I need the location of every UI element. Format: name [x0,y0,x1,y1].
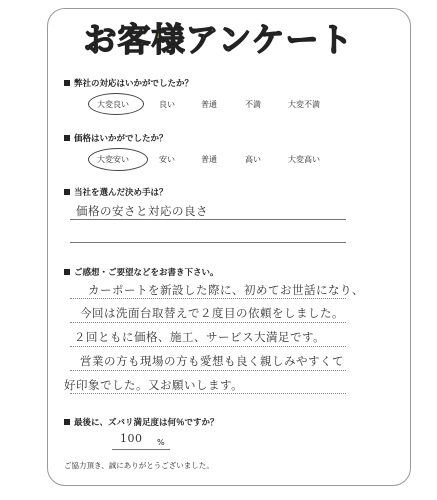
bullet-square-icon [64,135,70,141]
footer-thanks: ご協力頂き、誠にありがとうございました。 [64,461,214,470]
q2-option-4: 高い [245,155,261,164]
question-5-label: 最後に、ズバリ満足度は何％ですか？ [74,418,219,428]
question-4-label: ご感想・ご要望などをお書き下さい。 [74,268,219,278]
q3-answer: 価格の安さと対応の良さ [76,204,208,218]
q1-option-4: 不満 [245,100,261,109]
answer-line [70,242,346,243]
comment-line-1: カーポートを新設した際に、初めてお世話になり、 [88,283,364,297]
q2-option-2: 安い [159,155,175,164]
dotted-rule [70,322,346,323]
bullet-square-icon [64,419,70,425]
bullet-square-icon [64,80,70,86]
question-5 [64,416,219,428]
question-1-label: 弊社の対応はいかがでしたか？ [74,79,194,89]
bullet-square-icon [64,269,70,275]
q1-option-5: 大変不満 [288,100,320,109]
comment-line-5: 好印象でした。又お願いします。 [64,378,244,392]
bullet-square-icon [64,189,70,195]
question-4 [64,266,219,278]
answer-underline [112,449,170,450]
q2-option-5: 大変高い [288,155,320,164]
answer-line [70,219,346,220]
q1-option-1: 大変良い [97,100,129,109]
survey-title: お客様アンケート [83,20,354,59]
comment-line-4: 営業の方も現場の方も愛想も良く親しみやすくて [80,354,344,368]
q2-option-3: 普通 [201,155,217,164]
dotted-rule [70,298,346,299]
question-1 [64,77,193,89]
question-2 [64,132,168,144]
question-2-label: 価格はいかがでしたか？ [74,134,168,144]
dotted-rule [70,370,346,371]
dotted-rule [70,346,346,347]
percent-unit: % [157,438,165,447]
dotted-rule [70,393,346,394]
comment-line-3: ２回ともに価格、施工、サービス大満足です。 [74,330,326,344]
comment-line-2: 今回は洗面台取替えで２度目の依頼をしました。 [80,306,344,320]
q1-option-2: 良い [159,100,175,109]
question-3 [64,186,168,198]
question-3-label: 当社を選んだ決め手は？ [74,188,168,198]
q2-option-1: 大変安い [97,155,129,164]
satisfaction-value: 100 [120,432,143,445]
q1-option-3: 普通 [201,100,217,109]
